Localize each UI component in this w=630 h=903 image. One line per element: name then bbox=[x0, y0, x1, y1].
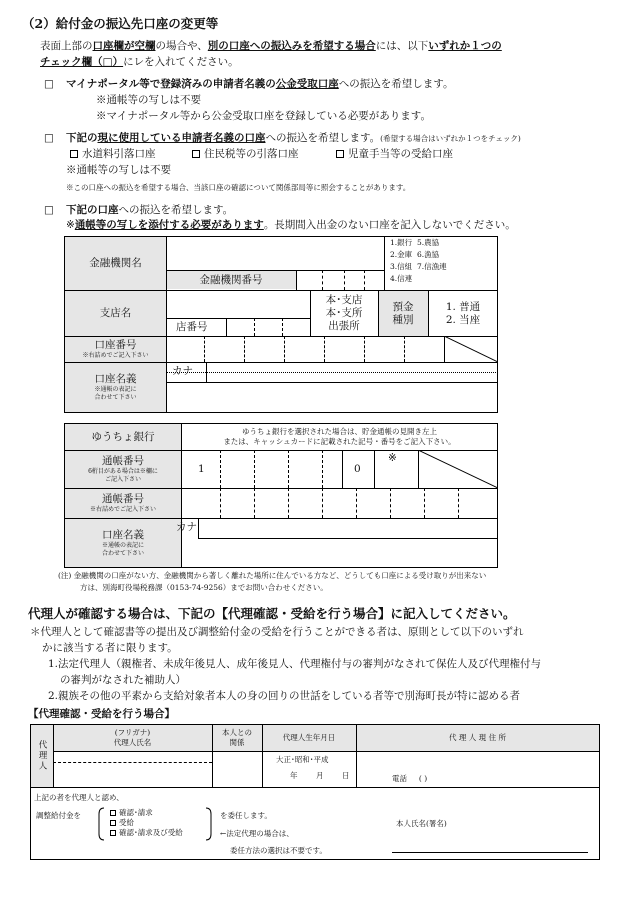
branch-name-field[interactable] bbox=[168, 292, 308, 316]
yucho-symbol-mark: ※ bbox=[388, 452, 397, 464]
yucho-symbol-zero-digit: 0 bbox=[354, 463, 361, 475]
yucho-holder-field[interactable] bbox=[184, 540, 496, 566]
account-number-label: 口座番号 ※右詰めでご記入下さい bbox=[82, 339, 149, 359]
proxy-day: 日 bbox=[342, 771, 350, 780]
proxy-item-1a: 1.法定代理人（親権者、未成年後見人、成年後見人、代理権付与の審判がなされて保佐人及び代理権付与 bbox=[48, 658, 542, 670]
yucho-symbol-first-digit: 1 bbox=[198, 463, 205, 475]
option1-note1: ※通帳等の写しは不要 bbox=[96, 94, 201, 106]
institution-types: 1.銀行 5.農協 2.金庫 6.漁協 3.信組 7.信漁連 4.信連 bbox=[390, 238, 447, 283]
option3-checkbox[interactable]: □ bbox=[44, 204, 54, 216]
branch-code-label: 店番号 bbox=[176, 321, 208, 333]
deposit-types[interactable]: 1. 普通 2. 当座 bbox=[445, 300, 481, 326]
yucho-kana-label: カナ bbox=[176, 521, 197, 533]
proxy-name-field[interactable] bbox=[55, 764, 210, 786]
yucho-holder-label: 口座名義 ※通帳の表記に 合わせて下さい bbox=[101, 528, 144, 557]
option2-title: 下記の現に使用している申請者名義の口座への振込を希望します。(希望する場合はいずれか１つをチェック) bbox=[66, 132, 521, 144]
proxy-col-relation: 本人との 関係 bbox=[222, 728, 252, 747]
proxy-side-label: 代理人 bbox=[37, 740, 47, 772]
proxy-col-name: (フリガナ) 代理人氏名 bbox=[113, 728, 152, 747]
signature-line[interactable] bbox=[392, 852, 588, 853]
proxy-item-2: 2.親族その他の平素から支給対象者本人の身の回りの世話をしている者等で別海町長が特に認める者 bbox=[48, 690, 521, 702]
branch-types: 本･支店 本･支所 出張所 bbox=[325, 294, 363, 332]
option1-title: マイナポータル等で登録済みの申請者名義の公金受取口座への振込を希望します。 bbox=[66, 78, 454, 90]
institution-label: 金融機関名 bbox=[89, 257, 142, 269]
signature-label: 本人氏名(署名) bbox=[396, 819, 447, 828]
deposit-type-label: 預金 種別 bbox=[392, 300, 414, 326]
option2-choice-water[interactable]: 水道料引落口座 bbox=[70, 148, 156, 161]
yucho-holder-kana-field[interactable] bbox=[200, 520, 496, 537]
delegate-text: を委任します。 bbox=[220, 811, 272, 820]
proxy-heading: 代理人が確認する場合は、下記の【代理確認・受給を行う場合】に記入してください。 bbox=[28, 606, 516, 621]
account-holder-field[interactable] bbox=[168, 384, 496, 411]
proxy-address-field[interactable] bbox=[358, 753, 598, 773]
proxy-kana-field[interactable] bbox=[55, 753, 210, 761]
legal-note-2: 委任方法の選択は不要です。 bbox=[230, 846, 327, 855]
option2-checkbox[interactable]: □ bbox=[44, 132, 54, 144]
proxy-phone: 電話 ( ) bbox=[392, 774, 428, 783]
legal-note-1: ←法定代理の場合は、 bbox=[220, 829, 294, 838]
option1-note2: ※マイナポータル等から公金受取口座を登録している必要があります。 bbox=[96, 110, 431, 122]
account-holder-label: 口座名義 ※通帳の表記に 合わせて下さい bbox=[94, 373, 137, 401]
delegate-label: 調整給付金を bbox=[36, 811, 81, 820]
footnote-line-2: 方は、別海町役場税務課（0153-74-9256）までお問い合わせください。 bbox=[80, 583, 328, 592]
option1-checkbox[interactable]: □ bbox=[44, 78, 54, 90]
proxy-relation-field[interactable] bbox=[214, 753, 260, 786]
proxy-item-1b: の審判がなされた補助人） bbox=[60, 674, 186, 686]
proxy-col-address: 代 理 人 現 住 所 bbox=[449, 733, 506, 742]
account-number-field[interactable] bbox=[168, 338, 442, 360]
delegate-line-1: 上記の者を代理人と認め、 bbox=[34, 793, 124, 802]
footnote-line-1: (注) 金融機関の口座がない方、金融機関から著しく離れた場所に住んでいる方など、どうしても口座による受け取りが出来ない bbox=[58, 571, 487, 580]
branch-label: 支店名 bbox=[99, 307, 132, 319]
proxy-intro-1: ＊代理人として確認書等の提出及び調整給付金の受給を行うことができる者は、原則として以下のいずれ bbox=[30, 626, 524, 638]
diagonal-slash-icon bbox=[444, 336, 498, 362]
account-holder-kana-field[interactable] bbox=[208, 364, 496, 381]
yucho-title: ゆうちょ銀行 bbox=[91, 430, 155, 443]
option2-choice-child[interactable]: 児童手当等の受給口座 bbox=[336, 148, 453, 161]
yucho-number-field[interactable] bbox=[184, 490, 496, 516]
option3-title: 下記の口座への振込を希望します。 bbox=[66, 204, 234, 216]
option2-note1: ※通帳等の写しは不要 bbox=[66, 164, 171, 176]
section-heading: （2）給付金の振込先口座の変更等 bbox=[22, 16, 219, 31]
delegate-opt-both[interactable]: 確認･請求及び受給 bbox=[110, 828, 183, 838]
kana-label: カナ bbox=[172, 365, 193, 377]
intro-line-1: 表面上部の口座欄が空欄の場合や、別の口座への振込みを希望する場合には、以下いずれか１つの bbox=[40, 40, 502, 52]
yucho-symbol-field[interactable] bbox=[224, 452, 340, 486]
option2-choice-tax[interactable]: 住民税等の引落口座 bbox=[192, 148, 299, 161]
delegate-opt-confirm[interactable]: 確認･請求 bbox=[110, 808, 153, 818]
delegate-opt-receive[interactable]: 受給 bbox=[110, 818, 134, 828]
institution-name-field[interactable] bbox=[168, 240, 382, 268]
proxy-col-birth: 代理人生年月日 bbox=[282, 733, 336, 742]
proxy-intro-2: かに該当する者に限ります。 bbox=[42, 642, 178, 654]
yucho-diagonal-slash-icon bbox=[418, 450, 498, 488]
proxy-month: 月 bbox=[316, 771, 324, 780]
yucho-info: ゆうちょ銀行を選択された場合は、貯金通帳の見開き左上 または、キャッシュカードに記載された記号・番号をご記入下さい。 bbox=[223, 427, 456, 446]
option2-note2: ※この口座への振込を希望する場合、当該口座の確認について関係部局等に照会することがあります。 bbox=[66, 183, 411, 192]
institution-code-label: 金融機関番号 bbox=[199, 273, 263, 286]
proxy-table-title: 【代理確認・受給を行う場合】 bbox=[28, 708, 175, 720]
option3-note: ※通帳等の写しを添付する必要があります。長期間入出金のない口座を記入しないでください。 bbox=[66, 219, 516, 231]
yucho-number-label: 通帳番号 ※右詰めでご記入下さい bbox=[89, 493, 156, 513]
yucho-symbol-label: 通帳番号 6桁目がある場合は※欄に ご記入下さい bbox=[88, 455, 158, 483]
proxy-era: 大正･昭和･平成 bbox=[276, 755, 329, 764]
intro-line-2: チェック欄（□）にレを入れてください。 bbox=[40, 56, 239, 68]
proxy-year: 年 bbox=[290, 771, 298, 780]
